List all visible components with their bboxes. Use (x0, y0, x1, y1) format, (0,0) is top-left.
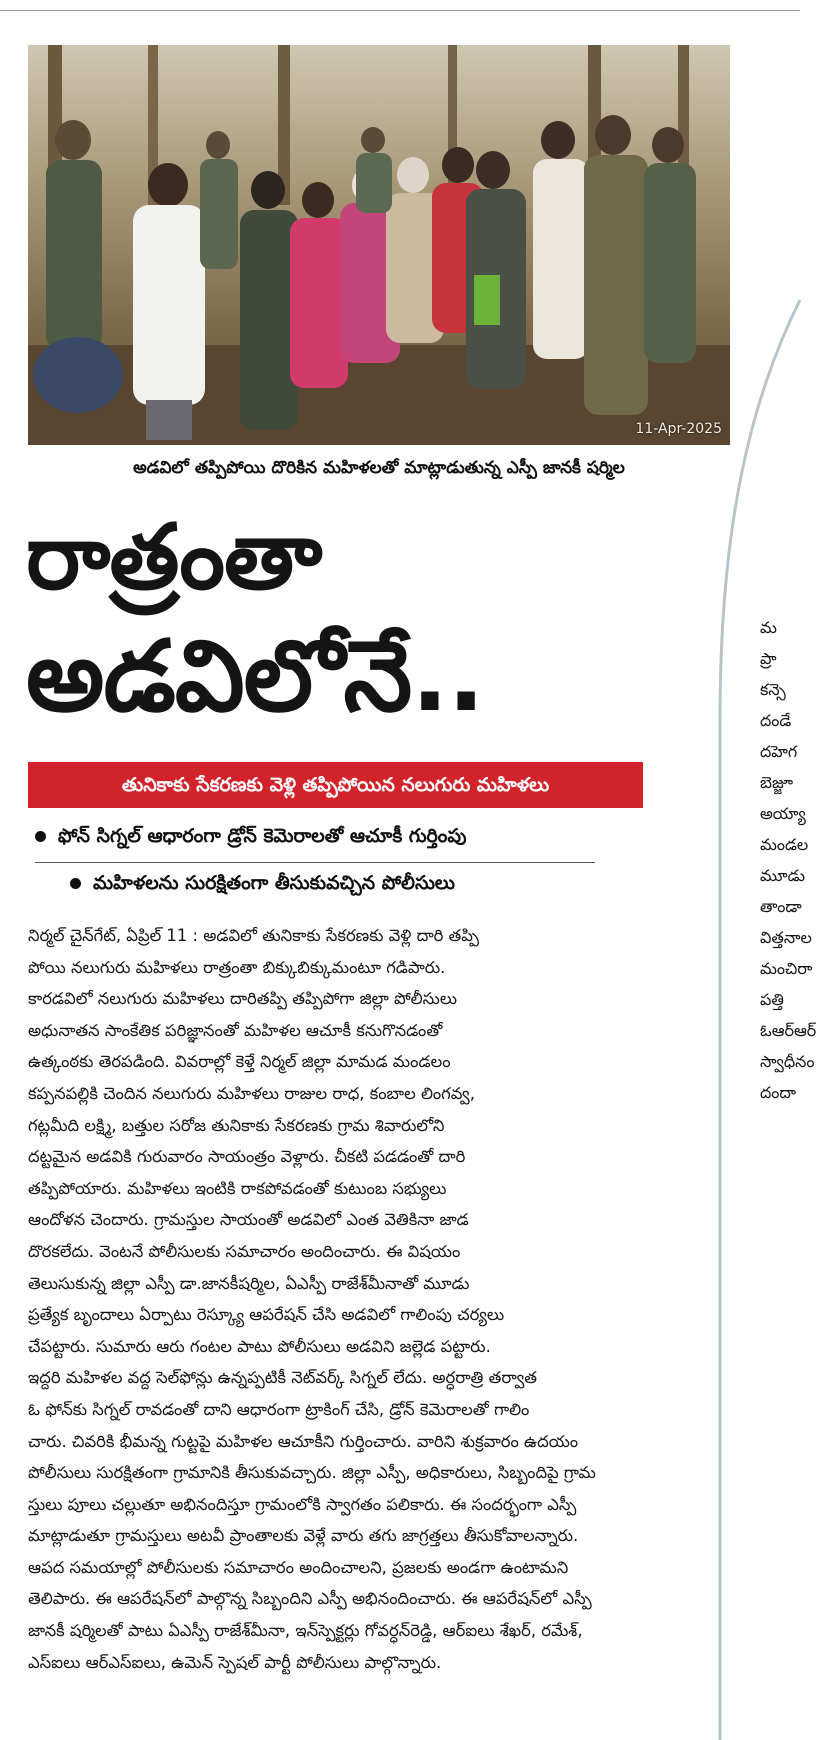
side-line: మంచిరా (760, 959, 813, 978)
photo-illustration (28, 45, 730, 445)
article-line: చేపట్టారు. సుమారు ఆరు గంటల పాటు పోలీసులు అడవిని జల్లెడ పట్టారు. (28, 1336, 491, 1356)
article-line: ఓ ఫోన్‌కు సిగ్నల్ రావడంతో దాని ఆధారంగా ట్రాకింగ్ చేసి, డ్రోన్ కెమెరాలతో గాలిం (28, 1399, 530, 1419)
side-line: తాండా (760, 897, 802, 916)
photo-caption: అడవిలో తప్పిపోయి దొరికిన మహిళలతో మాట్లాడుతున్న ఎస్పీ జానకీ షర్మిల (133, 458, 625, 478)
article-line: ఆపద సమయాల్లో పోలీసులకు సమాచారం అందించాలని, ప్రజలకు అండగా ఉంటామని (28, 1557, 569, 1577)
article-line: నిర్మల్ చైన్‌గేట్, ఏప్రిల్ 11 : అడవిలో తునికాకు సేకరణకు వెళ్లి దారి తప్పి (28, 926, 479, 945)
article-line: స్తులు పూలు చల్లుతూ అభినందిస్తూ గ్రామంలోకి స్వాగతం పలికారు. ఈ సందర్భంగా ఎస్పీ (28, 1494, 577, 1514)
article-line: గట్లమీది లక్ష్మి, బత్తుల సరోజ తునికాకు సేకరణకు గ్రామ శివారులోని (28, 1115, 445, 1135)
article-line: ప్రత్యేక బృందాలు ఏర్పాటు రెస్క్యూ ఆపరేషన్ చేసి అడవిలో గాలింపు చర్యలు (28, 1305, 505, 1325)
side-line: ఓఆర్ఆర్ (760, 1021, 816, 1040)
side-line: మండల (760, 835, 809, 854)
side-line: ప్రా (760, 649, 777, 668)
side-line: కన్సె (760, 680, 786, 699)
article-line: తెలిపారు. ఈ ఆపరేషన్‌లో పాల్గొన్న సిబ్బందిని ఎస్పీ అభినందించారు. ఈ ఆపరేషన్‌లో ఎస్పీ (28, 1589, 592, 1609)
bullet-point-2 (70, 872, 455, 899)
bullet-text-1: ఫోన్ సిగ్నల్ ఆధారంగా డ్రోన్ కెమెరాలతో ఆచూకీ గుర్తింపు (58, 825, 467, 847)
side-line: బెజ్జూ (760, 773, 794, 792)
side-line: అయ్యా (760, 804, 806, 823)
side-line: దందా (760, 1083, 797, 1102)
article-line: మాట్లాడుతూ గ్రామస్తులు అటవీ ప్రాంతాలకు వెళ్లే వారు తగు జాగ్రత్తలు తీసుకోవాలన్నారు. (28, 1526, 579, 1546)
article-line: దొరకలేదు. వెంటనే పోలీసులకు సమాచారం అందించారు. ఈ విషయం (28, 1241, 461, 1261)
news-photo (28, 45, 730, 445)
bullet-divider (35, 862, 595, 863)
side-line: మ (760, 618, 777, 637)
article-line: పోలీసులు సురక్షితంగా గ్రామానికి తీసుకువచ్చారు. జిల్లా ఎస్పీ, అధికారులు, సిబ్బందిపై గ్రామ (28, 1463, 596, 1483)
article-line: కప్పనపల్లికి చెందిన నలుగురు మహిళలు రాజుల రాధ, కంబాల లింగవ్వ, (28, 1083, 475, 1103)
article-line: ఇద్దరి మహిళల వద్ద సెల్‌ఫోన్లు ఉన్నప్పటికీ నెట్‌వర్క్ సిగ్నల్ లేదు. అర్ధరాత్రి తర్వాత (28, 1368, 537, 1388)
bullet-text-2: మహిళలను సురక్షితంగా తీసుకువచ్చిన పోలీసులు (93, 872, 455, 894)
article-line: జానకీ షర్మిలతో పాటు ఏఎస్పీ రాజేశ్‌మీనా, ఇన్‌స్పెక్టర్లు గోవర్ధన్‌రెడ్డి, ఆర్‌ఐలు శేఖర్, రమేశ్, (28, 1621, 583, 1641)
bullet-dot-icon (35, 831, 46, 842)
article-line: చారు. చివరికి భీమన్న గుట్టపై మహిళల ఆచూకీని గుర్తించారు. వారిని శుక్రవారం ఉదయం (28, 1431, 579, 1451)
bullet-point-1 (35, 825, 466, 852)
article-line: కారడవిలో నలుగురు మహిళలు దారితప్పి తప్పిపోగా జిల్లా పోలీసులు (28, 989, 458, 1009)
side-line: దండే (760, 711, 792, 730)
subheadline-banner: తునికాకు సేకరణకు వెళ్లి తప్పిపోయిన నలుగురు మహిళలు (28, 762, 643, 808)
article-line: ఆందోళన చెందారు. గ్రామస్తుల సాయంతో అడవిలో ఎంత వెతికినా జాడ (28, 1210, 469, 1230)
article-line: దట్టమైన అడవికి గురువారం సాయంత్రం వెళ్లారు. చీకటి పడడంతో దారి (28, 1147, 466, 1167)
article-line: తప్పిపోయారు. మహిళలు ఇంటికి రాకపోవడంతో కుటుంబ సభ్యులు (28, 1178, 447, 1198)
article-body (28, 920, 728, 1678)
bullet-dot-icon (70, 878, 81, 889)
article-line: తెలుసుకున్న జిల్లా ఎస్పీ డా.జానకీషర్మిల, ఏఎస్పీ రాజేశ్‌మీనాతో మూడు (28, 1273, 470, 1293)
article-line: ఉత్కంఠకు తెరపడింది. వివరాల్లో కెళ్తే నిర్మల్ జిల్లా మామడ మండలం (28, 1052, 451, 1072)
side-line: దహెగ (760, 742, 798, 761)
side-line: స్వాధీనం (760, 1052, 815, 1071)
headline-line-1: రాత్రంతా (26, 505, 322, 610)
side-line: విత్తనాల (760, 928, 812, 947)
side-line: మూడు (760, 866, 805, 885)
headline-line-2: అడవిలోనే.. (26, 620, 484, 734)
side-line: పత్తి (760, 990, 784, 1009)
article-line: పోయి నలుగురు మహిళలు రాత్రంతా బిక్కుబిక్కుమంటూ గడిపారు. (28, 957, 446, 977)
photo-date-stamp: 11-Apr-2025 (635, 421, 722, 437)
adjacent-article-fragment (760, 612, 816, 1108)
top-rule (0, 10, 800, 11)
article-line: ఎస్‌ఐలు ఆర్‌ఎస్‌ఐలు, ఉమెన్ స్పెషల్ పార్టీ పోలీసులు పాల్గొన్నారు. (28, 1652, 442, 1672)
article-line: అధునాతన సాంకేతిక పరిజ్ఞానంతో మహిళల ఆచూకీ కనుగొనడంతో (28, 1020, 443, 1040)
